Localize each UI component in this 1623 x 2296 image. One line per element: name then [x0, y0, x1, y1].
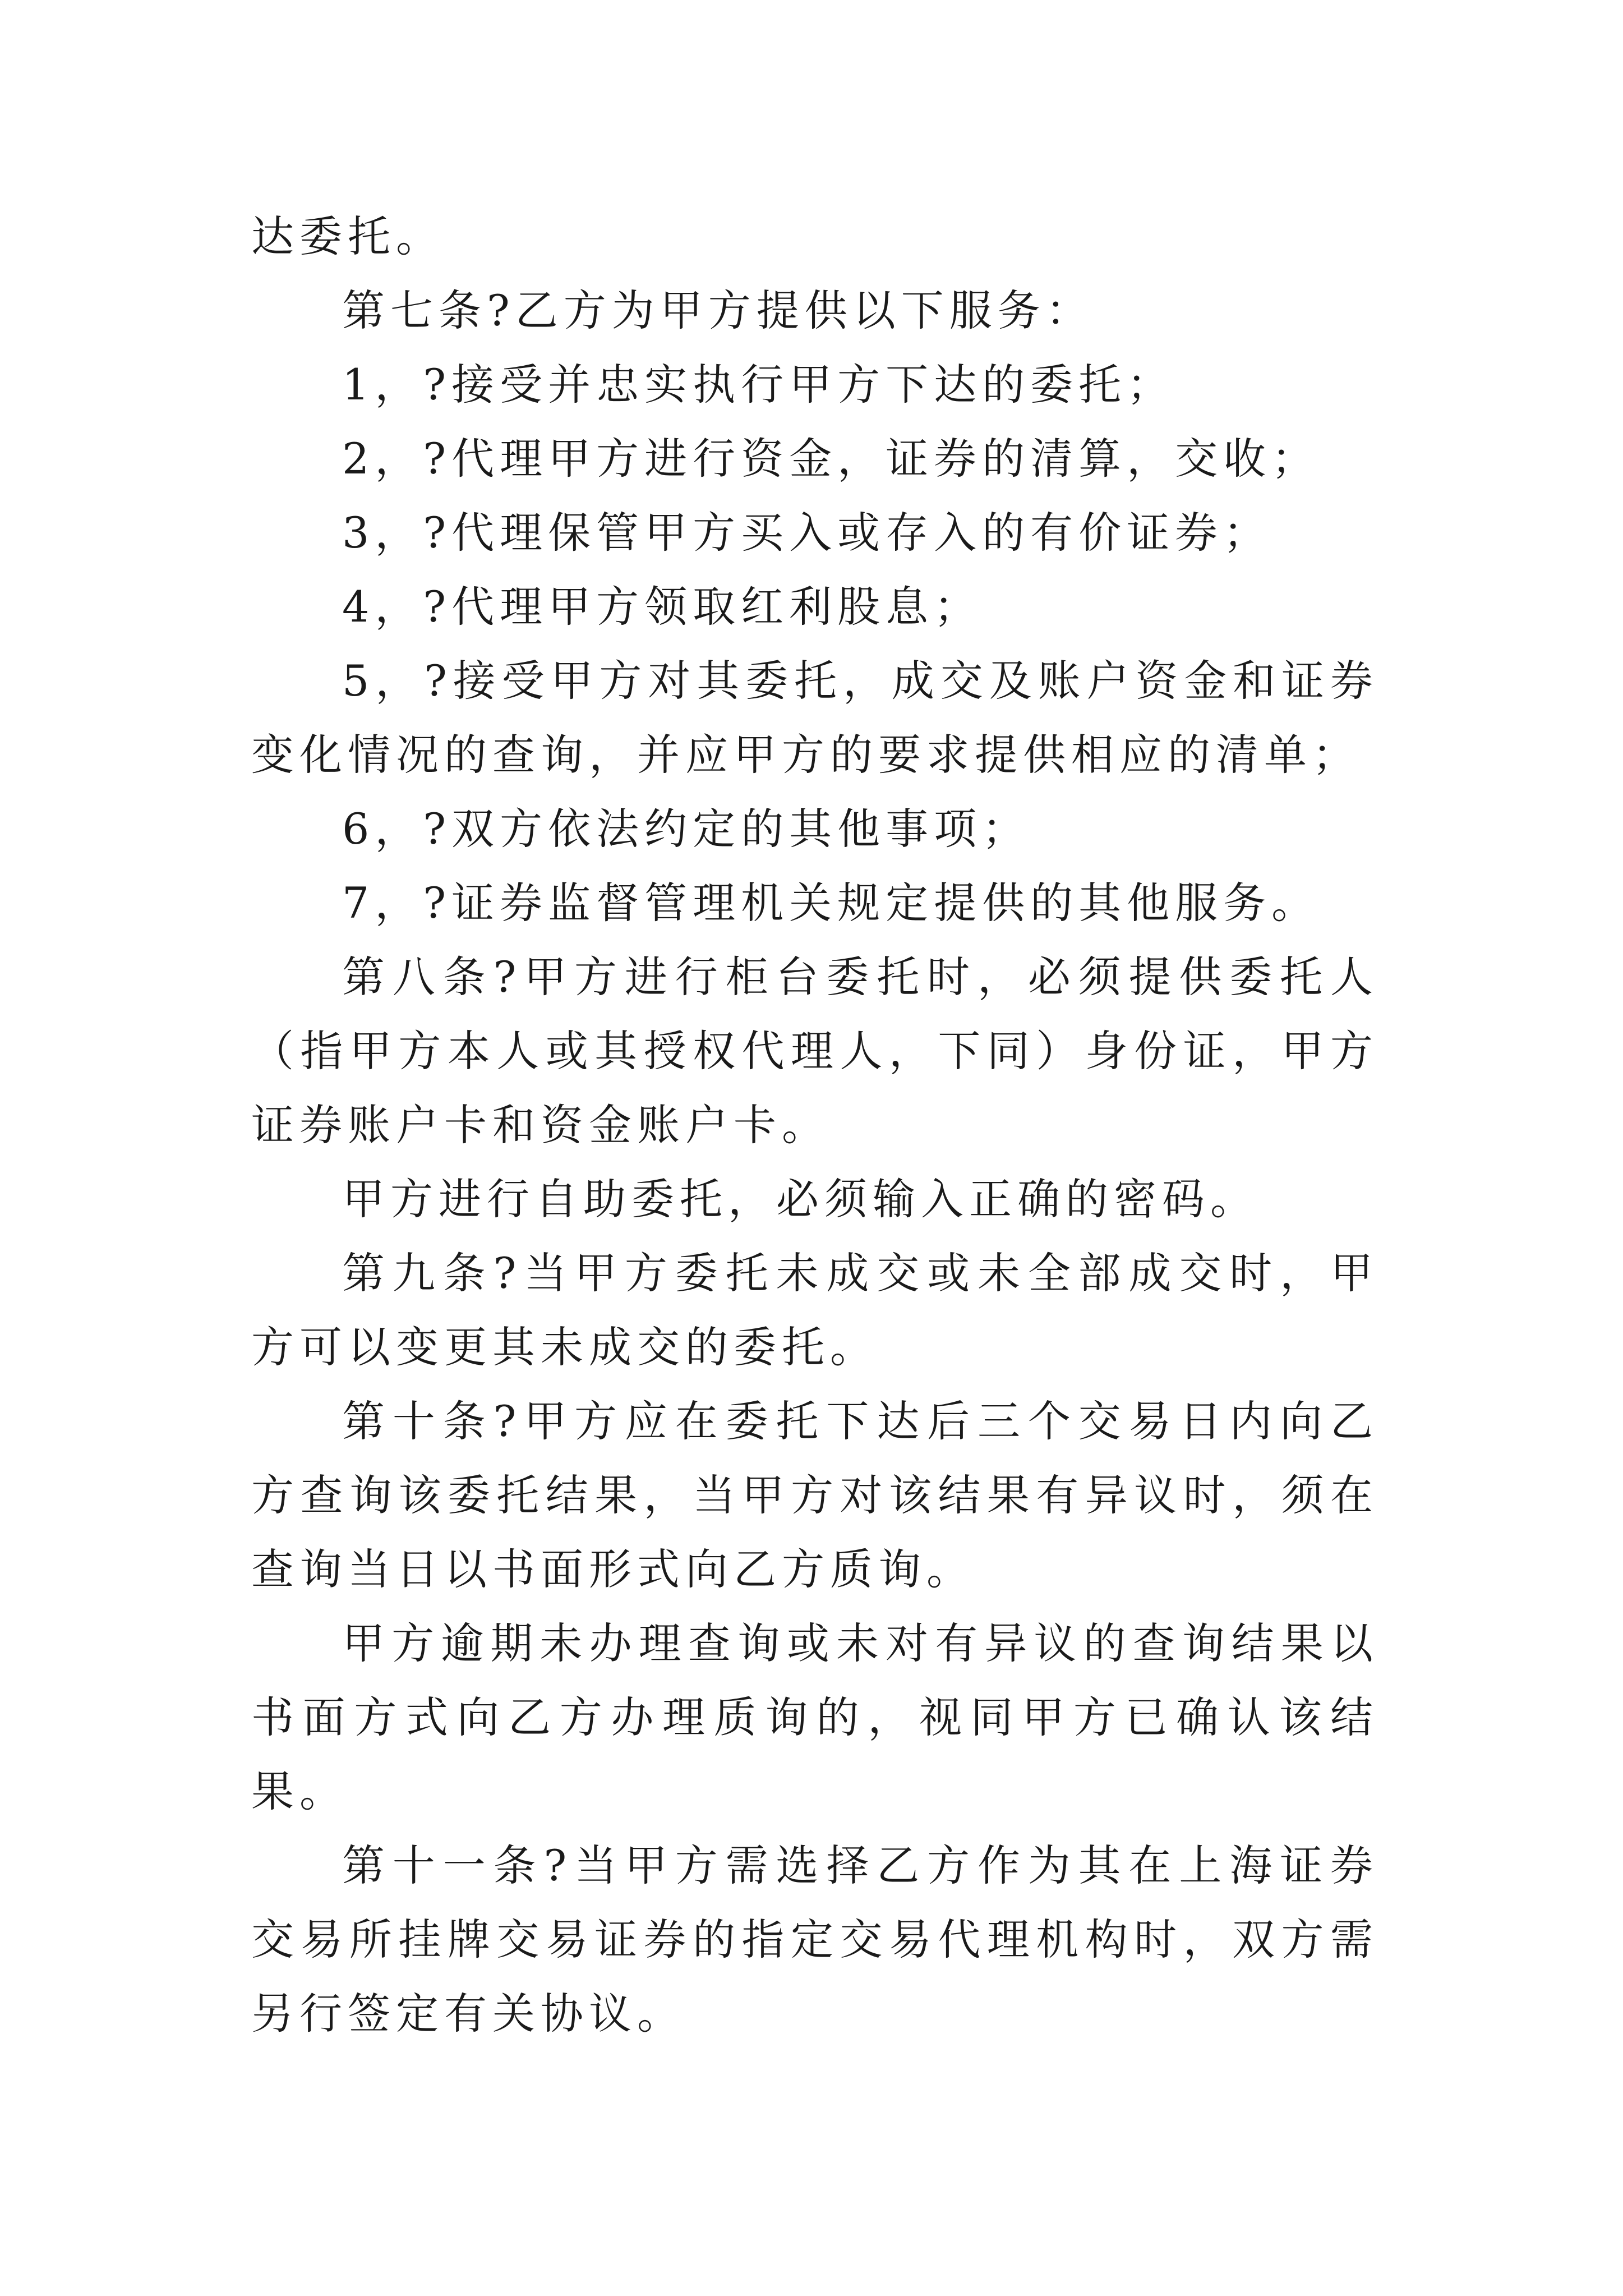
paragraph-article-9: 第九条?当甲方委托未成交或未全部成交时，甲方可以变更其未成交的委托。 [251, 1248, 1378, 1372]
paragraph-continuation: 达委托。 [251, 211, 444, 261]
paragraph-item-7: 7，?证券监督管理机关规定提供的其他服务。 [342, 878, 1320, 928]
paragraph-item-5: 5，?接受甲方对其委托，成交及账户资金和证券变化情况的查询，并应甲方的要求提供相应的清单； [251, 656, 1378, 780]
paragraph-self-service: 甲方进行自助委托，必须输入正确的密码。 [342, 1174, 1258, 1224]
paragraph-article-8: 第八条?甲方进行柜台委托时，必须提供委托人（指甲方本人或其授权代理人，下同）身份证，甲方证券账户卡和资金账户卡。 [251, 952, 1378, 1150]
paragraph-overdue: 甲方逾期未办理查询或未对有异议的查询结果以书面方式向乙方办理质询的，视同甲方已确认该结果。 [251, 1618, 1378, 1816]
paragraph-item-3: 3，?代理保管甲方买入或存入的有价证券； [342, 508, 1272, 558]
paragraph-item-6: 6，?双方依法约定的其他事项； [342, 804, 1031, 854]
paragraph-item-4: 4，?代理甲方领取红利股息； [342, 582, 983, 632]
paragraph-article-11: 第十一条?当甲方需选择乙方作为其在上海证券交易所挂牌交易证券的指定交易代理机构时，双方需另行签定有关协议。 [251, 1841, 1378, 2039]
paragraph-article-10: 第十条?甲方应在委托下达后三个交易日内向乙方查询该委托结果，当甲方对该结果有异议时，须在查询当日以书面形式向乙方质询。 [251, 1396, 1378, 1594]
paragraph-item-1: 1，?接受并忠实执行甲方下达的委托； [342, 360, 1175, 409]
paragraph-article-7: 第七条?乙方为甲方提供以下服务： [342, 286, 1094, 335]
document-body [251, 200, 1378, 2051]
paragraph-item-2: 2，?代理甲方进行资金，证券的清算，交收； [342, 434, 1320, 484]
